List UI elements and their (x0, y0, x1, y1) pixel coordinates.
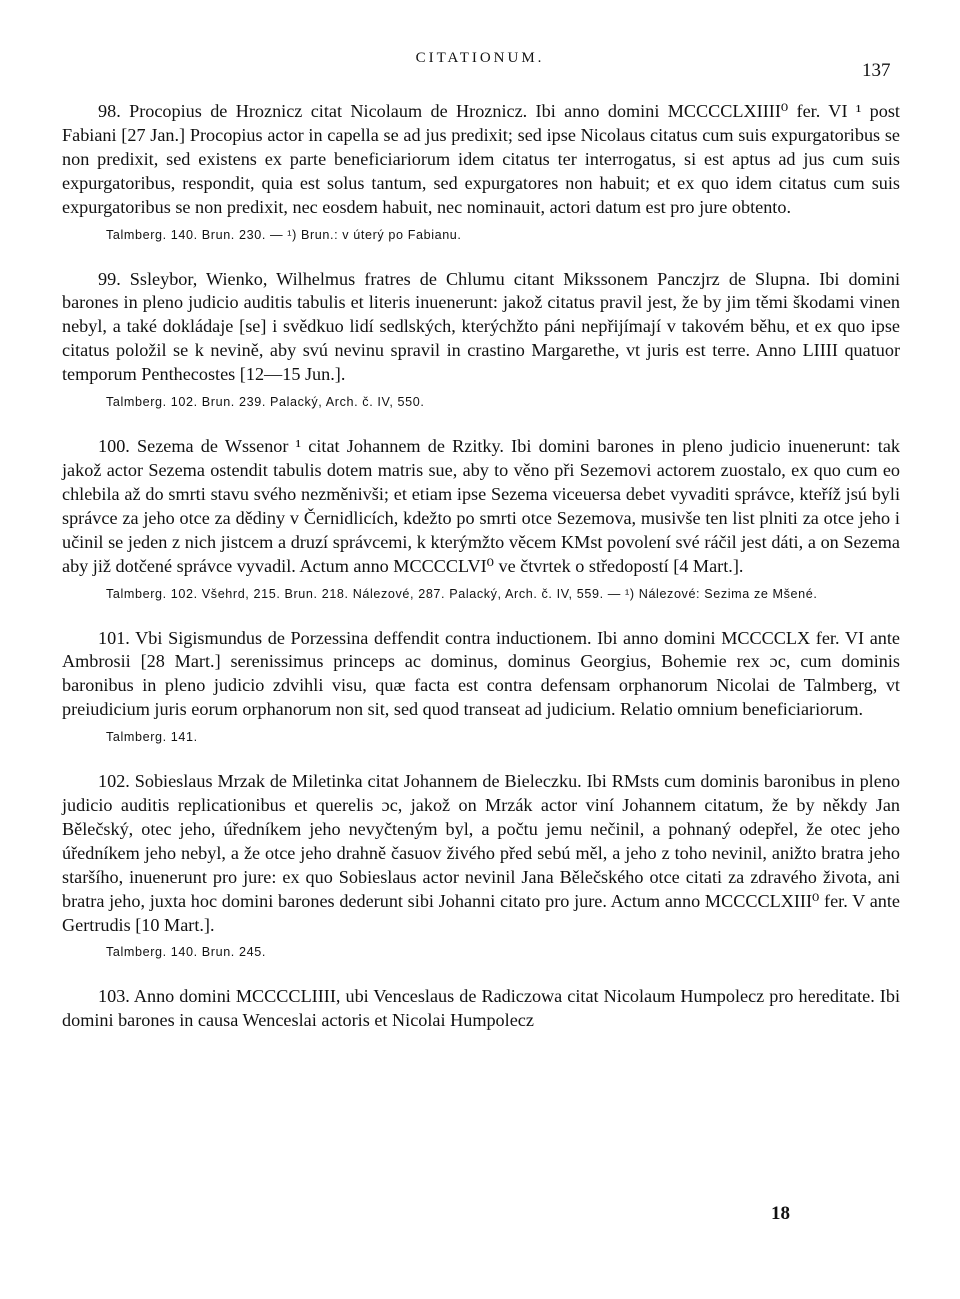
entry-99 (62, 268, 900, 413)
entry-source: Talmberg. 140. Brun. 230. — ¹) Brun.: v úterý po Fabianu. (106, 227, 462, 242)
entry-text: 103. Anno domini MCCCCLIIII, ubi Venceslaus de Radiczowa citat Nicolaum Humpolecz pro hereditate. Ibi domini barones in causa Wenceslai actoris et Nicolai Humpolecz (62, 986, 900, 1031)
entry-100 (62, 435, 900, 603)
entry-source: Talmberg. 102. Brun. 239. Palacký, Arch. č. IV, 550. (106, 395, 425, 410)
entry-text: 98. Procopius de Hroznicz citat Nicolaum de Hroznicz. Ibi anno domini MCCCCLXIIII⁰ fer. VI ¹ post Fabiani [27 Jan.] Procopius actor in capella se ad jus predixit; sed ipse Nicolaus citatus cum suis expurgatoribus se non predixit, sed existens ex parte beneficiariorum idem citatus ter interrogatus, si est aptus ad jus cum suis expurgatoribus, respondit, quia est solus tantum, sed expurgatores non habuit; et ex quo idem citatus cum suis expurgatoribus se non predixit, nec eosdem habuit, nec nominauit, actori datum est pro jure obtento. (62, 101, 900, 217)
page-number: 137 (862, 60, 891, 81)
entry-source: Talmberg. 140. Brun. 245. (106, 945, 266, 960)
entry-text: 99. Ssleybor, Wienko, Wilhelmus fratres de Chlumu citant Mikssonem Panczjrz de Slupna. Ibi domini barones in pleno judicio auditis tabulis et literis inuenerunt: jakož citatus pravil jest, že by jim těmi škodami vinen nebyl, a také dokládaje [se] i svědkuo lidí sedlských, kterýchžto páni nepřijímají v takovém běhu, et ex quo ipse citatus položil se k nevině, aby svú nevinu spravil in crastino Margarethe, vt juris est terre. Anno LIIII quatuor temporum Penthecostes [12—15 Jun.]. (62, 268, 900, 385)
entry-102 (62, 770, 900, 962)
sheet-signature: 18 (771, 1203, 790, 1224)
entry-103 (62, 985, 900, 1033)
entry-98 (62, 100, 900, 245)
entry-101 (62, 627, 900, 748)
entries-list (62, 100, 900, 1056)
entry-source: Talmberg. 102. Všehrd, 215. Brun. 218. Nálezové, 287. Palacký, Arch. č. IV, 559. — ¹) Nálezové: Sezima ze Mšené. (106, 586, 818, 601)
running-head: CITATIONUM. (415, 50, 545, 66)
entry-source: Talmberg. 141. (106, 730, 198, 745)
entry-text: 100. Sezema de Wssenor ¹ citat Johannem de Rzitky. Ibi domini barones in pleno judicio inuenerunt: tak jakož actor Sezema ostendit tabulis dotem matris sue, aby to věno při Sezemovi actorem zuostalo, ex quo cum eo chlebila až do smrti stavu svého nezměnivši; et etiam ipse Sezema viceuersa debet vyvaditi správce, kteříž jsú byli správce za jeho otce za dědiny v Černidlicích, kdežto po smrti otce Sezemova, musivše ten list plniti za otce jeho i učinil se jeden z nich jistcem a druzí správcemi, k kterýmžto věcem KMst povolení své ráčil jest dáti, a on Sezema aby již dotčené správce vyvadil. Actum anno MCCCCLVI⁰ ve čtvrtek o středopostí [4 Mart.]. (62, 436, 900, 576)
entry-text: 102. Sobieslaus Mrzak de Miletinka citat Johannem de Bieleczku. Ibi RMsts cum dominis baronibus in pleno judicio auditis replicationibus et querelis ɔc, jakož on Mrzák actor viní Johannem citatum, že by někdy Jan Bělečský, otec jeho, úředníkem jeho nevyčteným byl, a počtu jemu nečinil, a pohnaný odepřel, že otec jeho úředníkem jeho nebyl, a že otce jeho drahně časuov živého před sebú měl, a jeho z toho nevinil, anižto bratra jeho staršího, inuenerunt pro jure: ex quo Sobieslaus actor nevinil Jana Bělečského otce citati za zdravého života, ani bratra jeho, juxta hoc domini barones dederunt sibi Johanni citato pro jure. Actum anno MCCCCLXIII⁰ fer. V ante Gertrudis [10 Mart.]. (62, 771, 900, 935)
entry-text: 101. Vbi Sigismundus de Porzessina deffendit contra inductionem. Ibi anno domini MCCCCLX fer. VI ante Ambrosii [28 Mart.] serenissimus princeps ac dominus, dominus Georgius, Bohemie rex ɔc, cum dominis baronibus in pleno judicio zdvihli visu, quæ facta est contra defensam orphanorum Nicolai de Talmberg, vt preiudicium juris eorum orphanorum non sit, sed quod transeat ad judicium. Relatio omnium beneficiariorum. (62, 627, 900, 720)
